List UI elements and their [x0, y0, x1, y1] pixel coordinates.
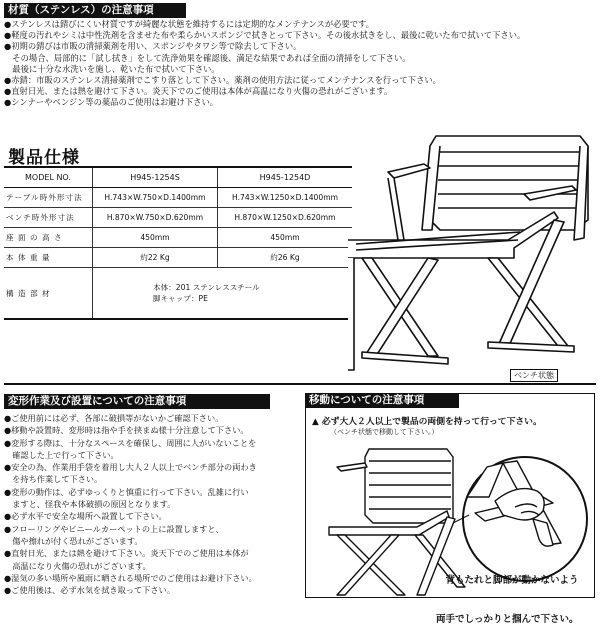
list-item: ●フローリングやビニールカーペットの上に設置しますと、 — [4, 523, 224, 534]
list-item: ●安全の為、作業用手袋を着用し大人２人以上でベンチ部分の両わき — [4, 462, 257, 473]
warning-icon: ▲ — [312, 417, 319, 427]
list-item: ●変形の動作は、必ずゆっくりと慎重に行って下さい。乱雑に行い — [4, 486, 249, 497]
moving-caption — [436, 548, 579, 639]
cell-value: 450mm — [218, 228, 353, 248]
list-item: ●シンナーやベンジン等の薬品のご使用はお避け下さい。 — [4, 97, 219, 108]
structure-cap: 脚キャップ：PE — [153, 294, 208, 303]
list-item: ●ご使用後は、必ず水気を拭き取って下さい。 — [4, 585, 175, 596]
table-row — [4, 268, 352, 320]
list-item: ●赤錆：市販のステンレス清掃薬剤でこすり落として下さい。薬剤の使用方法に従ってメンテナンスを行って下さい。 — [4, 75, 441, 86]
bench-illustration — [348, 120, 598, 380]
list-item: 傷や擦れが付く恐れがございます。 — [4, 535, 143, 546]
cell-value: 約22 Kg — [93, 248, 218, 268]
list-item: ●ステンレスは錆びにくい材質ですが綺麗な状態を維持するには定期的なメンテナンスが必要です。 — [4, 19, 374, 29]
table-row — [4, 208, 352, 228]
list-item: ●必ず水平で安全な場所へ設置して下さい。 — [4, 511, 167, 522]
structure-cell — [93, 268, 353, 320]
table-row — [4, 188, 352, 208]
transform-notes-list — [4, 412, 302, 596]
row-label: 本 体 重 量 — [4, 248, 93, 268]
transform-section-header: 変形作業及び設置についての注意事項 — [4, 394, 270, 409]
list-item: ●初期の錆びは市販の清掃薬剤を用い、スポンジやタワシ等で除去して下さい。 — [4, 41, 302, 52]
section-divider — [4, 383, 596, 385]
moving-warning-text: 必ず大人２人以上で製品の両側を持って行って下さい。 — [321, 417, 542, 427]
list-item: ●ご使用前には必ず、各部に破損等がないかご確認下さい。 — [4, 413, 224, 423]
list-item: ●軽度の汚れやシミは中性洗剤を含ませた布や柔らかいスポンジで拭きとって下さい。その後水拭きをし、最後に乾いた布で拭いて下さい。 — [4, 30, 526, 41]
cell-value: H.743×W.750×D.1400mm — [93, 188, 218, 208]
material-notes-list — [4, 19, 596, 109]
list-item: 最後に十分な水洗いを施し、乾いた布で拭いて下さい。 — [4, 63, 220, 74]
list-item: ●湿気の多い場所や風雨に晒される場所でのご使用はお避け下さい。 — [4, 572, 257, 583]
list-item: 高温になり火傷の恐れがございます。 — [4, 560, 151, 571]
structure-body: 本体：201 ステンレススチール — [153, 283, 260, 292]
row-label: ベンチ時外形寸法 — [4, 208, 93, 228]
bench-state-label: ベンチ状態 — [510, 369, 558, 382]
list-item: 確認した上で行って下さい。 — [4, 449, 119, 460]
row-label: 座 面 の 高 さ — [4, 228, 93, 248]
moving-caption-line: 両手でしっかりと掴んで下さい。 — [436, 614, 579, 625]
moving-note: （ベンチ状態で移動して下さい。） — [330, 428, 439, 436]
cell-value: 約26 Kg — [218, 248, 353, 268]
moving-warning — [312, 414, 542, 427]
list-item: ●直射日光、または熱を避けて下さい。炎天下でのご使用は本体が — [4, 548, 249, 559]
list-item: ますと、怪我や本体破損の原因となります。 — [4, 499, 176, 510]
material-section-header: 材質（ステンレス）の注意事項 — [4, 3, 186, 18]
row-label: 構 造 部 材 — [4, 268, 93, 320]
spec-title: 製品仕様 — [8, 148, 80, 168]
table-row — [4, 248, 352, 268]
moving-section-header: 移動についての注意事項 — [305, 393, 459, 408]
table-header-row — [4, 167, 352, 188]
cell-value: H.870×W.750×D.620mm — [93, 208, 218, 228]
list-item: ●直射日光、または熱を避けて下さい。炎天下でのご使用は本体が高温になり火傷の恐れがございます。 — [4, 86, 393, 97]
cell-value: H.743×W.1250×D.1400mm — [218, 188, 353, 208]
moving-caption-line: 背もたれと脚部が動かないよう — [445, 575, 579, 586]
cell-value: 450mm — [93, 228, 218, 248]
spec-table — [4, 166, 352, 320]
table-row — [4, 228, 352, 248]
cell-value: H.870×W.1250×D.620mm — [218, 208, 353, 228]
list-item: を持ち作業して下さい。 — [4, 474, 103, 485]
header-model-s: H945-1254S — [93, 167, 218, 188]
header-model: MODEL NO. — [4, 167, 93, 188]
header-model-d: H945-1254D — [218, 167, 353, 188]
list-item: ●変形する際は、十分なスペースを確保し、周囲に人がいないことを — [4, 437, 257, 448]
list-item: その場合、局部的に「試し拭き」をして洗浄効果を確認後、満足な結果であれば全面の清掃をして下さい。 — [4, 52, 411, 63]
list-item: ●移動や設置時、変形時は指や手を挟まぬ様十分注意して下さい。 — [4, 425, 249, 436]
row-label: テーブル時外形寸法 — [4, 188, 93, 208]
